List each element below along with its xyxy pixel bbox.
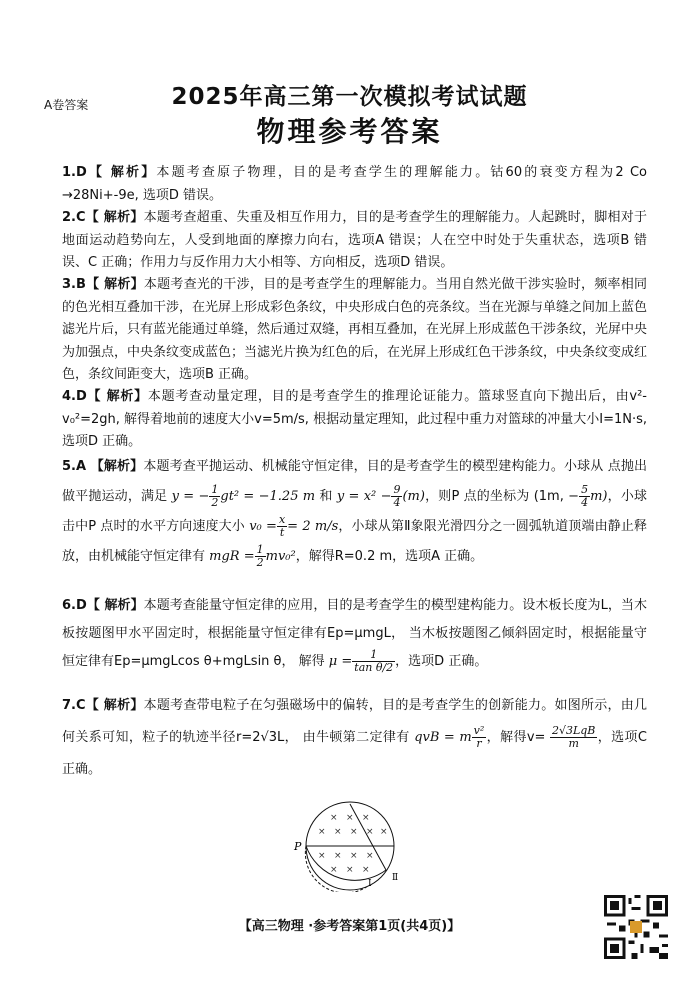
qr-code-image bbox=[604, 895, 668, 959]
qr-module bbox=[650, 947, 659, 953]
cross-mark: × bbox=[334, 851, 342, 861]
equation-5-5a: mgR = bbox=[209, 549, 255, 564]
qr-module bbox=[607, 922, 616, 925]
page-footer: 【高三物理 ·参考答案第1页(共4页)】 bbox=[238, 919, 461, 934]
answer-7 bbox=[62, 690, 647, 786]
field-cross-marks bbox=[318, 813, 388, 875]
fraction-5-3 bbox=[579, 484, 590, 509]
cross-mark: × bbox=[318, 851, 326, 861]
fraction-7-1 bbox=[472, 725, 487, 750]
equation-5-2a: y = x² − bbox=[336, 489, 392, 504]
qr-module bbox=[628, 941, 634, 944]
answer-7-text-1: 本题考查带电粒子在匀强磁场中的偏转，目的是考查学生的创新能力。如图所示，由几何关系可知，粒子的轨迹半径r=2√3L， 由牛顿第二定律有 bbox=[62, 698, 647, 745]
answer-1 bbox=[62, 162, 647, 207]
equation-5-2b: (m) bbox=[402, 489, 425, 504]
answer-6-text-1: 本题考查能量守恒定律的应用，目的是考查学生的模型建构能力。设木板长度为L，当木板按题图甲水平固定时，根据能量守恒定律有Ep=μmgL， 当木板按题图乙倾斜固定时，根据能量守恒定律有Ep=μmgLcos θ+mgLsin θ， 解得 bbox=[62, 598, 647, 669]
equation-5-1b: gt² = −1.25 m bbox=[220, 489, 316, 504]
qr-module bbox=[634, 895, 640, 898]
fraction-7-2-den: m bbox=[568, 737, 579, 750]
figure-label-p: P bbox=[294, 840, 302, 853]
cross-mark: × bbox=[318, 827, 326, 837]
fraction-5-1 bbox=[209, 484, 220, 509]
fraction-5-4-num: x bbox=[278, 513, 286, 526]
cross-mark: × bbox=[350, 827, 358, 837]
cross-mark: × bbox=[362, 865, 370, 875]
cross-mark: × bbox=[334, 827, 342, 837]
fraction-5-2 bbox=[391, 484, 402, 509]
answer-5-head: 5.A 【解析】 bbox=[62, 459, 144, 474]
answer-6-text-2: ，选项D 正确。 bbox=[395, 654, 488, 669]
qr-finder-inner bbox=[653, 901, 662, 910]
answer-5-text-3: ，则P 点的坐标为 (1m, bbox=[424, 489, 564, 504]
fraction-5-5-den: 2 bbox=[256, 556, 264, 569]
equation-6-1a: μ = bbox=[328, 654, 353, 669]
cross-mark: × bbox=[346, 865, 354, 875]
exam-title: 2025年高三第一次模拟考试试题 bbox=[171, 84, 528, 110]
cross-mark: × bbox=[366, 851, 374, 861]
qr-module bbox=[644, 932, 650, 938]
qr-module bbox=[653, 922, 659, 928]
answer-5-text-4: ，小球击中P 点时的水平方向速度大小 bbox=[62, 489, 647, 534]
cross-mark: × bbox=[350, 851, 358, 861]
qr-finder-inner bbox=[610, 901, 619, 910]
fraction-7-1-num: v² bbox=[473, 724, 485, 737]
answer-1-text: 本题考查原子物理，目的是考查学生的理解能力。钴60的衰变方程为2 Co →28Ni+-9e, 选项D 错误。 bbox=[62, 165, 647, 203]
fraction-7-2-num: 2√3LqB bbox=[551, 724, 596, 737]
cross-mark: × bbox=[366, 827, 374, 837]
fraction-5-1-num: 1 bbox=[211, 483, 219, 496]
equation-5-5b: mv₀² bbox=[265, 549, 296, 564]
qr-finder-inner bbox=[610, 944, 619, 953]
qr-module bbox=[659, 935, 668, 938]
magnetic-field-figure bbox=[290, 800, 410, 892]
figure-label-region-2: Ⅱ bbox=[392, 873, 399, 883]
qr-center-logo bbox=[630, 921, 642, 933]
fraction-5-4-den: t bbox=[279, 526, 285, 539]
fraction-5-3-num: 5 bbox=[581, 483, 589, 496]
answer-7-head: 7.C【 解析】 bbox=[62, 698, 144, 713]
answer-2-head: 2.C【 解析】 bbox=[62, 210, 144, 225]
answer-5 bbox=[62, 452, 647, 572]
qr-module bbox=[659, 953, 668, 959]
equation-5-4a: v₀ = bbox=[249, 519, 277, 534]
answer-5-text-1: 本题考查平抛运动、机械能守恒定律，目的是考查学生的模型建构能力。小球从 点抛出做平抛运动，满足 bbox=[62, 459, 647, 504]
equation-5-1a: y = − bbox=[171, 489, 210, 504]
fraction-7-2 bbox=[550, 725, 597, 750]
exam-subtitle: 物理参考答案 bbox=[256, 115, 443, 148]
cross-mark: × bbox=[380, 827, 388, 837]
fraction-5-4 bbox=[277, 514, 287, 539]
answer-5-text-2: 和 bbox=[319, 489, 333, 504]
fraction-6-1-num: 1 bbox=[352, 649, 395, 662]
answer-6-head: 6.D【 解析】 bbox=[62, 598, 144, 613]
cross-mark: × bbox=[330, 865, 338, 875]
qr-module bbox=[662, 944, 668, 947]
cross-mark: × bbox=[330, 813, 338, 823]
qr-module bbox=[641, 944, 644, 953]
answer-6 bbox=[62, 592, 647, 676]
fraction-6-1-den: tan θ/2 bbox=[354, 661, 394, 674]
cross-mark: × bbox=[346, 813, 354, 823]
equation-5-3b: m) bbox=[590, 489, 608, 504]
answer-7-text-3: ，选项C 正确。 bbox=[62, 730, 648, 777]
paper-version-tag: A卷答案 bbox=[44, 98, 89, 112]
answer-5-text-6: ，解得R=0.2 m，选项A 正确。 bbox=[295, 549, 484, 564]
answer-1-head: 1.D【 解析】 bbox=[62, 165, 157, 180]
answer-2-text: 本题考查超重、失重及相互作用力，目的是考查学生的理解能力。人起跳时，脚相对于地面运动趋势向左，人受到地面的摩擦力向右，选项A 错误；人在空中时处于失重状态，选项B 错误、C 正确；作用力与反作用力大小相等、方向相反，选项D 错误。 bbox=[62, 210, 647, 270]
qr-module bbox=[619, 925, 625, 931]
answer-3 bbox=[62, 274, 647, 387]
answer-3-head: 3.B【 解析】 bbox=[62, 277, 144, 292]
fraction-5-2-num: 9 bbox=[393, 483, 401, 496]
answer-5-text-5: ，小球从第Ⅱ象限光滑四分之一圆弧轨道顶端由静止释放，由机械能守恒定律有 bbox=[62, 519, 647, 564]
fraction-5-5-num: 1 bbox=[256, 543, 264, 556]
answer-2 bbox=[62, 207, 647, 275]
fraction-5-5 bbox=[255, 544, 266, 569]
qr-module bbox=[631, 907, 640, 910]
fraction-5-1-den: 2 bbox=[211, 496, 219, 509]
figure-label-region-1: Ⅰ bbox=[368, 879, 372, 889]
answer-4 bbox=[62, 386, 647, 454]
answer-7-text-2: ，解得v= bbox=[486, 730, 546, 745]
fraction-6-1 bbox=[352, 649, 395, 674]
equation-7-1a: qvB = m bbox=[414, 730, 472, 745]
equation-5-3a: − bbox=[568, 489, 580, 504]
cross-mark: × bbox=[362, 813, 370, 823]
fraction-5-2-den: 4 bbox=[393, 496, 401, 509]
qr-module bbox=[628, 898, 631, 904]
equation-5-4b: = 2 m/s bbox=[287, 519, 339, 534]
answer-4-text: 本题考查动量定理，目的是考查学生的推理论证能力。篮球竖直向下抛出后，由v²-v₀²=2gh, 解得着地前的速度大小v=5m/s, 根据动量定理知，此过程中重力对篮球的冲量大小I=1N·s, 选项D 正确。 bbox=[62, 389, 647, 449]
qr-module bbox=[631, 953, 637, 959]
answer-4-head: 4.D【 解析】 bbox=[62, 389, 148, 404]
answer-3-text: 本题考查光的干涉，目的是考查学生的理解能力。当用自然光做干涉实验时，频率相同的色光相互叠加干涉，在光屏上形成彩色条纹，中央形成白色的亮条纹。当在光源与单缝之间加上蓝色滤光片后，只有蓝光能通过单缝，然后通过双缝，再相互叠加，在光屏上形成蓝色干涉条纹，光屏中央为加强点，中央条纹变成蓝色；当滤光片换为红色的后，在光屏上形成红色干涉条纹，中央条纹变成红色，条纹间距变大，选项B 正确。 bbox=[62, 277, 648, 382]
fraction-5-3-den: 4 bbox=[581, 496, 589, 509]
fraction-7-1-den: r bbox=[476, 737, 482, 750]
